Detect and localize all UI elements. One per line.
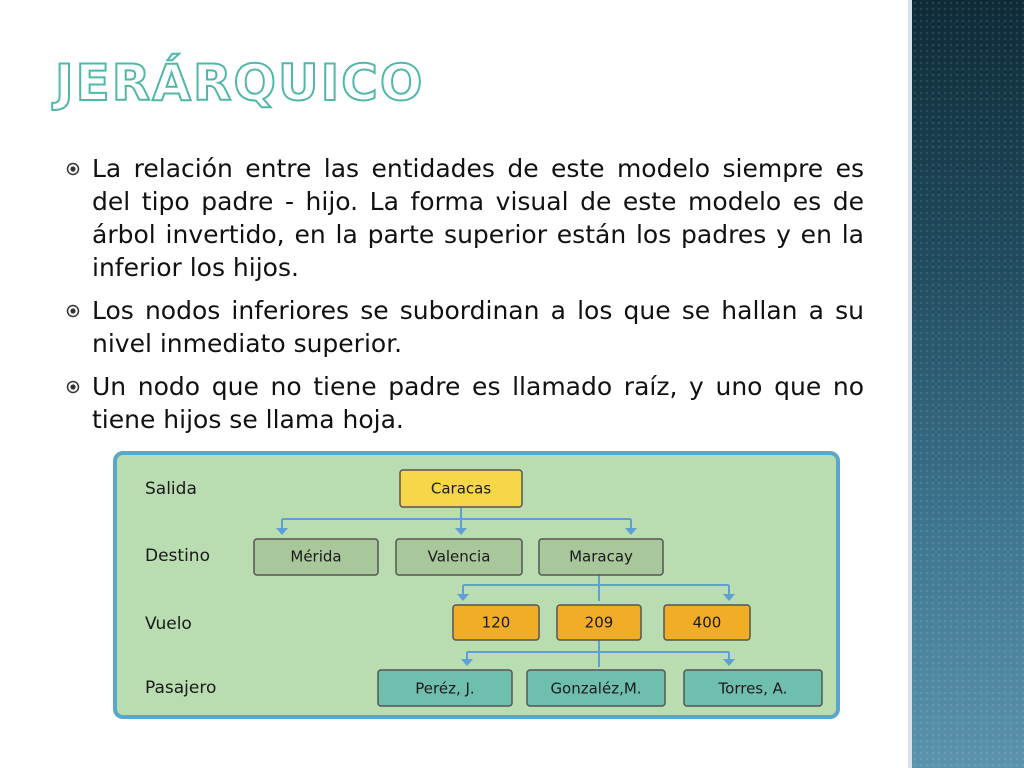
node-label-caracas: Caracas: [430, 479, 492, 498]
level-label-vuelo: Vuelo: [145, 614, 192, 634]
circle-bullet-icon: [66, 380, 80, 394]
circle-bullet-icon: [66, 304, 80, 318]
arrow-icons-vuelo: [457, 594, 735, 601]
bullet-text: Los nodos inferiores se subordinan a los que se hallan a su nivel inmediato superior.: [92, 296, 864, 358]
bullet-item: [62, 152, 864, 284]
node-label-vuelo: 400: [692, 613, 722, 632]
node-label-vuelo: 209: [584, 613, 614, 632]
decorative-sidebar: [912, 0, 1024, 768]
node-label-vuelo: 120: [481, 613, 511, 632]
level-label-destino: Destino: [145, 546, 210, 566]
bullet-item: [62, 294, 864, 360]
node-label-pasajero: Gonzaléz,M.: [550, 679, 642, 698]
level-label-salida: Salida: [145, 479, 197, 499]
arrow-icons-destino: [276, 528, 637, 535]
circle-bullet-icon: [66, 162, 80, 176]
hierarchy-diagram: [113, 451, 840, 719]
bullet-text: Un nodo que no tiene padre es llamado raíz, y uno que no tiene hijos se llama hoja.: [92, 372, 864, 434]
node-label-destino: Maracay: [569, 547, 633, 566]
node-label-pasajero: Torres, A.: [718, 679, 788, 698]
connectors-salida: [282, 507, 631, 529]
slide-title: JERÁRQUICO: [55, 54, 425, 112]
hierarchy-tree-svg: [117, 455, 836, 715]
node-label-destino: Valencia: [427, 547, 491, 566]
bullet-list: [62, 152, 864, 446]
node-label-destino: Mérida: [290, 547, 342, 566]
node-label-pasajero: Peréz, J.: [415, 679, 475, 698]
connectors-vuelo: [467, 640, 729, 667]
bullet-item: [62, 370, 864, 436]
level-label-pasajero: Pasajero: [145, 678, 217, 698]
bullet-text: La relación entre las entidades de este modelo siempre es del tipo padre - hijo. La forma visual de este modelo es de árbol invertido, en la parte superior están los padres y en la inferior los hijos.: [92, 154, 864, 282]
connectors-destino: [463, 575, 729, 601]
